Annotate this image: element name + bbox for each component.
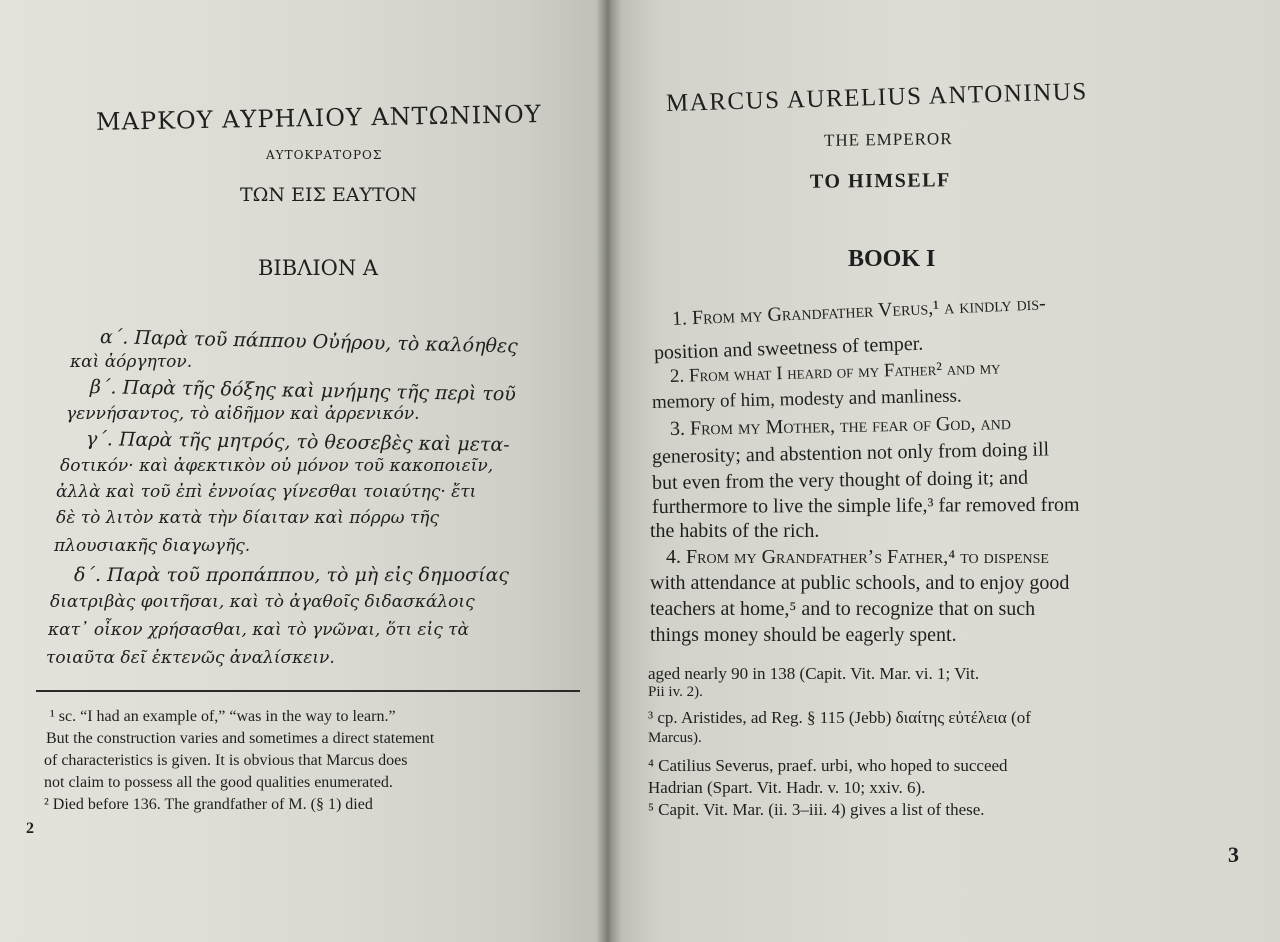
greek-line-10: δ΄. Παρὰ τοῦ προπάππου, τὸ μὴ εἰς δημοσίας <box>74 564 510 586</box>
left-page-greek <box>0 0 612 942</box>
english-line-10: 4. From my Grandfather’s Father,⁴ to dispense <box>666 546 1049 568</box>
greek-line-1: α΄. Παρὰ τοῦ πάππου Οὐήρου, τὸ καλόηθες <box>99 326 519 358</box>
english-heading-author: MARCUS AURELIUS ANTONINUS <box>665 78 1089 117</box>
right-footnote-line-3: ³ cp. Aristides, ad Reg. § 115 (Jebb) διαίτης εὐτέλεια (of <box>648 708 1031 727</box>
greek-book-title: ΒΙΒΛΙΟΝ Α <box>258 256 379 280</box>
english-line-3: 2. From what I heard of my Father² and my <box>669 357 1001 387</box>
left-footnote-line-5: ² Died before 136. The grandfather of M. (§ 1) died <box>44 796 373 813</box>
greek-heading-work: ΤΩΝ ΕΙΣ ΕΑΥΤΟΝ <box>240 184 417 206</box>
book-gutter <box>596 0 622 942</box>
greek-line-13: τοιαῦτα δεῖ ἐκτενῶς ἀναλίσκειν. <box>46 648 335 668</box>
english-line-4: memory of him, modesty and manliness. <box>651 385 962 413</box>
greek-line-5: γ΄. Παρὰ τῆς μητρός, τὸ θεοσεβὲς καὶ μετα- <box>85 428 510 456</box>
english-line-6: generosity; and abstention not only from doing ill <box>651 438 1050 468</box>
right-footnote-line-2: Pii iv. 2). <box>648 684 703 700</box>
english-heading-work: TO HIMSELF <box>809 169 951 193</box>
greek-line-3: β΄. Παρὰ τῆς δόξης καὶ μνήμης τῆς περὶ τοῦ <box>89 376 517 406</box>
left-page-number: 2 <box>26 820 34 837</box>
english-book-title: BOOK I <box>848 246 936 272</box>
right-footnote-line-6: Hadrian (Spart. Vit. Hadr. v. 10; xxiv. 6). <box>648 778 926 797</box>
right-page-english <box>608 0 1280 942</box>
right-footnote-line-4: Marcus). <box>648 730 702 746</box>
left-footnote-line-1: ¹ sc. “I had an example of,” “was in the way to learn.” <box>50 708 396 725</box>
right-footnote-line-1: aged nearly 90 in 138 (Capit. Vit. Mar. vi. 1; Vit. <box>648 664 980 683</box>
left-footnote-line-4: not claim to possess all the good qualities enumerated. <box>44 774 393 791</box>
english-line-12: teachers at home,⁵ and to recognize that on such <box>650 598 1036 620</box>
english-line-1: 1. From my Grandfather Verus,¹ a kindly dis- <box>671 292 1047 330</box>
greek-line-4: γεννήσαντος, τὸ αἰδῆμον καὶ ἀρρενικόν. <box>66 404 420 424</box>
greek-heading-author: ΜΑΡΚΟΥ ΑΥΡΗΛΙΟΥ ΑΝΤΩΝΙΝΟΥ <box>95 100 542 136</box>
greek-line-11: διατριβὰς φοιτῆσαι, καὶ τὸ ἀγαθοῖς διδασκάλοις <box>50 592 475 612</box>
english-line-13: things money should be eagerly spent. <box>650 624 957 646</box>
greek-heading-title: ΑΥΤΟΚΡΑΤΟΡΟΣ <box>266 148 383 162</box>
right-footnote-line-5: ⁴ Catilius Severus, praef. urbi, who hoped to succeed <box>648 756 1008 775</box>
left-footnote-line-2: But the construction varies and sometimes a direct statement <box>46 730 435 747</box>
english-line-7: but even from the very thought of doing it; and <box>651 466 1029 494</box>
greek-line-7: ἀλλὰ καὶ τοῦ ἐπὶ ἐννοίας γίνεσθαι τοιαύτης· ἔτι <box>56 482 477 502</box>
greek-line-9: πλουσιακῆς διαγωγῆς. <box>54 536 251 556</box>
right-footnote-line-7: ⁵ Capit. Vit. Mar. (ii. 3–iii. 4) gives a list of these. <box>648 800 985 819</box>
english-line-9: the habits of the rich. <box>650 520 820 542</box>
english-heading-title: THE EMPEROR <box>823 129 953 150</box>
footnote-rule <box>36 690 580 692</box>
greek-line-12: κατ᾽ οἶκον χρήσασθαι, καὶ τὸ γνῶναι, ὅτι εἰς τὰ <box>48 620 470 640</box>
greek-line-8: δὲ τὸ λιτὸν κατὰ τὴν δίαιταν καὶ πόρρω τῆς <box>56 508 440 528</box>
greek-line-6: δοτικόν· καὶ ἀφεκτικὸν οὐ μόνον τοῦ κακοποιεῖν, <box>60 456 494 476</box>
english-line-8: furthermore to live the simple life,³ far removed from <box>651 493 1080 518</box>
english-line-11: with attendance at public schools, and to enjoy good <box>650 572 1070 594</box>
english-line-5: 3. From my Mother, the fear of God, and <box>669 412 1012 440</box>
english-line-2: position and sweetness of temper. <box>653 332 924 364</box>
right-page-number: 3 <box>1228 842 1239 867</box>
left-footnote-line-3: of characteristics is given. It is obvious that Marcus does <box>44 752 408 769</box>
greek-line-2: καὶ ἀόργητον. <box>70 352 193 372</box>
